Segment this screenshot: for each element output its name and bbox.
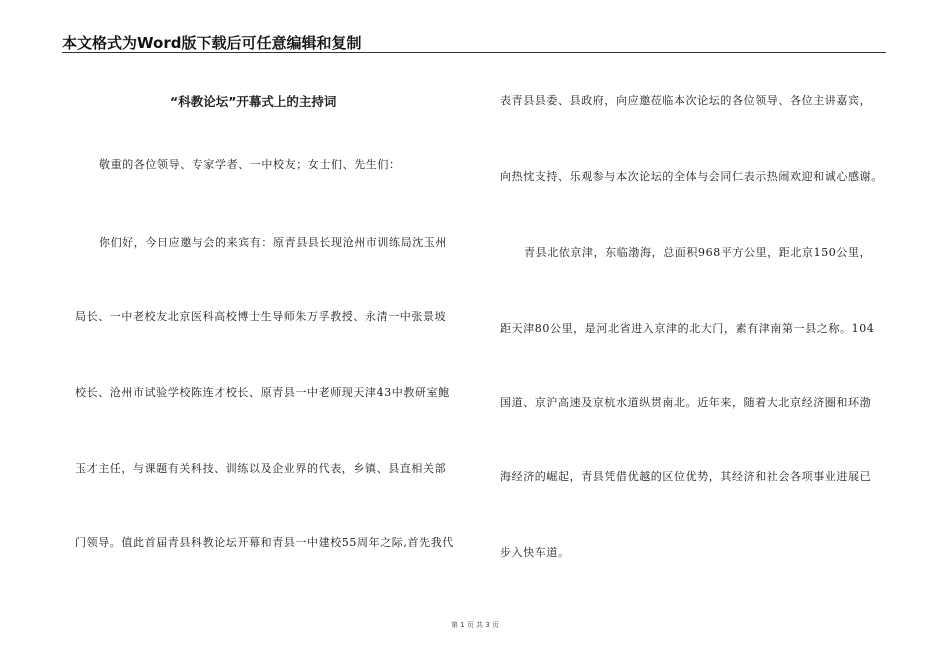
- paragraph-line: 距天津80公里，是河北省进入京津的北大门，素有津南第一县之称。104: [500, 322, 875, 335]
- paragraph-line: 青县北依京津，东临渤海，总面积968平方公里，距北京150公里，: [524, 246, 872, 259]
- paragraph-line: 局长、一中老校友北京医科高校博士生导师朱万孚教授、永清一中张景坡: [75, 310, 447, 323]
- paragraph-line: 向热忱支持、乐观参与本次论坛的全体与会同仁表示热闹欢迎和诚心感谢。: [500, 170, 883, 183]
- paragraph-line: 玉才主任，与课题有关科技、训练以及企业界的代表，乡镇、县直相关部: [75, 462, 447, 475]
- paragraph-line: 表青县县委、县政府，向应邀莅临本次论坛的各位领导、各位主讲嘉宾，: [500, 94, 872, 107]
- paragraph-line: 敬重的各位领导、专家学者、一中校友；女士们、先生们：: [99, 158, 401, 171]
- paragraph-line: 国道、京沪高速及京杭水道纵贯南北。近年来，随着大北京经济圈和环渤: [500, 396, 872, 409]
- paragraph-line: 门领导。值此首届青县科教论坛开幕和青县一中建校55周年之际,首先我代: [75, 536, 454, 549]
- paragraph-line: 步入快车道。: [500, 546, 570, 559]
- document-header-banner: [62, 32, 886, 53]
- paragraph-line: 海经济的崛起，青县凭借优越的区位优势，其经济和社会各项事业进展已: [500, 470, 872, 483]
- header-banner-text: 本文格式为Word版下载后可任意编辑和复制: [62, 34, 362, 52]
- paragraph-line: 你们好，今日应邀与会的来宾有：原青县县长现沧州市训练局沈玉州: [99, 236, 447, 249]
- page-number-indicator: 第 1 页 共 3 页: [450, 621, 500, 629]
- document-title: “科教论坛”开幕式上的主持词: [170, 94, 337, 109]
- paragraph-line: 校长、沧州市试验学校陈连才校长、原青县一中老师现天津43中教研室鲍: [75, 386, 450, 399]
